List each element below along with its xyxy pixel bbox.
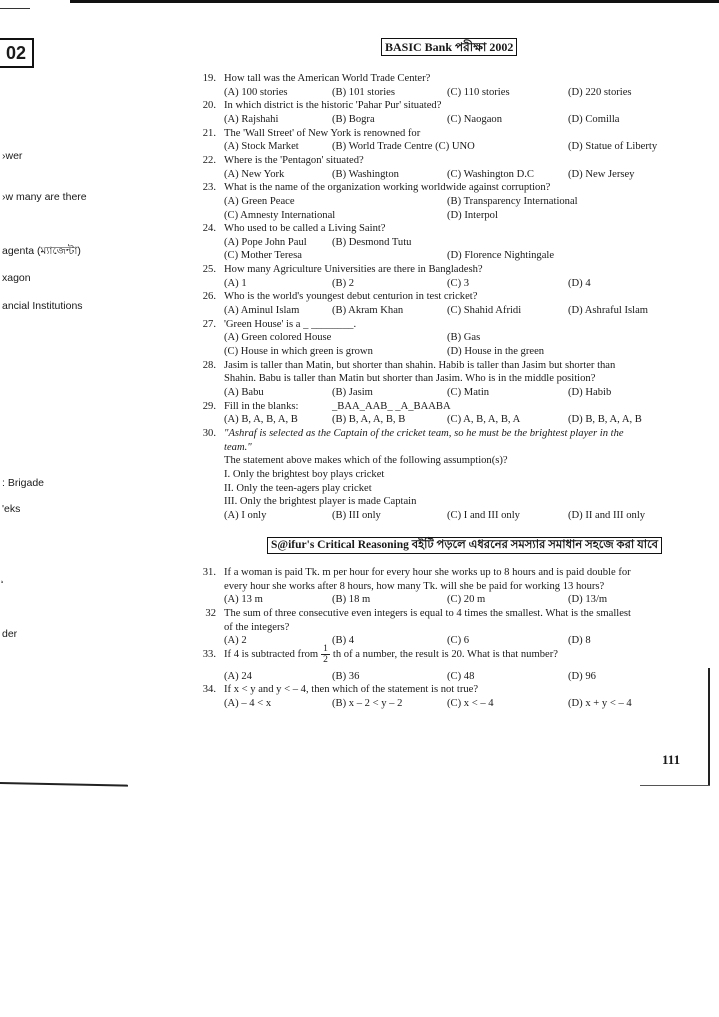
- question-number: 30.: [202, 427, 216, 439]
- option: (A) B, A, B, A, B: [224, 414, 298, 426]
- option: (B) Gas: [447, 332, 481, 344]
- option: (C) Shahid Afridi: [447, 305, 522, 317]
- option: (D) 96: [568, 670, 596, 682]
- question-text-cont: team.": [224, 441, 252, 453]
- option: (D) 8: [568, 635, 591, 647]
- option: (C) Naogaon: [447, 113, 503, 125]
- option: (B) 2: [332, 277, 355, 289]
- question-number: 32: [205, 607, 216, 619]
- option: (B) Washington: [332, 168, 399, 180]
- question-text-cont: of the integers?: [224, 621, 290, 633]
- option: (A) 100 stories: [224, 86, 288, 98]
- option: (D) 4: [568, 277, 591, 289]
- top-rule: [70, 0, 719, 3]
- question-text: [224, 644, 558, 666]
- option: (B) Jasim: [332, 386, 373, 398]
- question-text-post: th of a number, the result is 20. What is that number?: [332, 648, 558, 660]
- question-number: 29.: [202, 400, 216, 412]
- option: (B) 101 stories: [332, 86, 395, 98]
- question-number: 21.: [202, 127, 216, 139]
- option: (B) 4: [332, 635, 355, 647]
- question-number: 20.: [202, 100, 216, 112]
- option: (C) 110 stories: [447, 86, 510, 98]
- margin-fragment: agenta (ম্যাজেন্টা): [2, 245, 81, 257]
- question-text: Where is the 'Pentagon' situated?: [224, 154, 364, 166]
- option: (B) x – 2 < y – 2: [332, 697, 403, 709]
- option: (D) Habib: [568, 386, 612, 398]
- bottom-right-rule: [708, 668, 710, 786]
- option: (C) Mother Teresa: [224, 250, 302, 262]
- question-number: 27.: [202, 318, 216, 330]
- option: (D) New Jersey: [568, 168, 635, 180]
- option: (A) New York: [224, 168, 285, 180]
- option: (B) 18 m: [332, 594, 371, 606]
- bottom-right-tail: [640, 785, 710, 786]
- section-banner: S@ifur's Critical Reasoning বইটি পড়লে এধরনের সমস্যার সমাধান সহজে করা যাবে: [267, 537, 662, 554]
- fraction-denominator: 2: [323, 654, 328, 665]
- question-number: 33.: [202, 648, 216, 660]
- option: (D) Comilla: [568, 113, 620, 125]
- option: (C) I and III only: [447, 509, 520, 521]
- question-text: The 'Wall Street' of New York is renowned for: [224, 127, 421, 139]
- question-text: Fill in the blanks:: [224, 400, 299, 412]
- question-text: Jasim is taller than Matin, but shorter than shahin. Habib is taller than Jasim but shorter than: [224, 359, 616, 371]
- bottom-left-rule: [0, 782, 128, 787]
- question-text: Who is the world's youngest debut centurion in test cricket?: [224, 291, 478, 303]
- fraction-numerator: 1: [323, 643, 328, 654]
- option: (A) 2: [224, 635, 247, 647]
- option: (B) Akram Khan: [332, 305, 404, 317]
- page-number: 111: [662, 752, 681, 767]
- option: (A) Green colored House: [224, 332, 332, 344]
- question-text: In which district is the historic 'Pahar Pur' situated?: [224, 100, 442, 112]
- chapter-badge: 02: [0, 38, 34, 68]
- option: (D) Interpol: [447, 209, 498, 221]
- statement-line: III. Only the brightest player is made Captain: [224, 496, 417, 508]
- question-text-cont: Shahin. Babu is taller than Matin but shorter than Jasim. Who is in the middle position?: [224, 373, 596, 385]
- option: (C) 3: [447, 277, 470, 289]
- option: (A) Aminul Islam: [224, 305, 300, 317]
- option: (D) B, B, A, A, B: [568, 414, 642, 426]
- margin-fragment: xagon: [2, 272, 31, 284]
- question-text-cont: every hour she works after 8 hours, how many Tk. will she be paid for working 13 hours?: [224, 580, 605, 592]
- option: (C) 6: [447, 635, 470, 647]
- margin-fragment: der: [2, 628, 18, 640]
- question-number: 28.: [202, 359, 216, 371]
- page-header-title: BASIC Bank পরীক্ষা 2002: [381, 38, 517, 56]
- question-text: 'Green House' is a _ ________.: [224, 318, 357, 330]
- option: (C) Amnesty International: [224, 209, 336, 221]
- question-text: The sum of three consecutive even integers is equal to 4 times the smallest. What is the smallest: [224, 607, 631, 619]
- fill-in-pattern: _BAA_AAB_ _A_BAABA: [332, 400, 451, 412]
- option: (A) I only: [224, 509, 267, 521]
- option: (B) Bogra: [332, 113, 375, 125]
- option: (D) House in the green: [447, 346, 545, 357]
- question-number: 34.: [202, 684, 216, 696]
- option: (A) Stock Market: [224, 141, 299, 153]
- option: (C) Washington D.C: [447, 168, 534, 180]
- option: (D) Ashraful Islam: [568, 305, 649, 317]
- fraction: [321, 644, 330, 665]
- option: (D) II and III only: [568, 509, 646, 521]
- option: (B) Transparency International: [447, 195, 578, 207]
- question-number: 31.: [202, 567, 216, 578]
- margin-fragment: : Brigade: [2, 477, 45, 489]
- option: (C) Matin: [447, 386, 490, 398]
- question-number: 25.: [202, 264, 216, 276]
- option: (B) B, A, A, B, B: [332, 414, 406, 426]
- question-text: Who used to be called a Living Saint?: [224, 223, 386, 235]
- option: (C) x < – 4: [447, 697, 494, 709]
- question-text: What is the name of the organization working worldwide against corruption?: [224, 182, 551, 194]
- option: (C) 20 m: [447, 594, 486, 606]
- statement-line: II. Only the teen-agers play cricket: [224, 482, 372, 494]
- option: (D) 13/m: [568, 594, 608, 606]
- option: (D) 220 stories: [568, 86, 632, 98]
- option: (D) Florence Nightingale: [447, 250, 555, 262]
- question-text: "Ashraf is selected as the Captain of the cricket team, so he must be the brightest player in the: [224, 427, 624, 439]
- option: (A) Babu: [224, 386, 264, 398]
- option: (B) Desmond Tutu: [332, 236, 412, 248]
- margin-fragment: ancial Institutions: [2, 300, 83, 312]
- question-text-pre: If 4 is subtracted from: [224, 648, 319, 660]
- option: (A) – 4 < x: [224, 697, 272, 709]
- option: (C) 48: [447, 670, 475, 682]
- option: (A) Pope John Paul: [224, 236, 307, 248]
- option: (A) 13 m: [224, 594, 263, 606]
- question-text: If a woman is paid Tk. m per hour for every hour she works up to 8 hours and is paid double for: [224, 567, 631, 578]
- statement-line: The statement above makes which of the following assumption(s)?: [224, 455, 508, 467]
- option: (D) Statue of Liberty: [568, 141, 658, 153]
- question-number: 24.: [202, 223, 216, 235]
- option: (B) 36: [332, 670, 360, 682]
- question-number: 26.: [202, 291, 216, 303]
- option: (A) 1: [224, 277, 247, 289]
- option: (A) Rajshahi: [224, 113, 279, 125]
- top-rule-small: [0, 8, 30, 9]
- option: (D) x + y < – 4: [568, 697, 632, 709]
- statement-line: I. Only the brightest boy plays cricket: [224, 468, 385, 480]
- option: (A) 24: [224, 670, 252, 682]
- question-text: How tall was the American World Trade Center?: [224, 73, 431, 84]
- question-number: 22.: [202, 154, 216, 166]
- option: (C) House in which green is grown: [224, 346, 373, 357]
- margin-fragment: ›wer: [2, 150, 23, 162]
- option: (B) World Trade Centre (C) UNO: [332, 141, 475, 153]
- option: (B) III only: [332, 509, 381, 521]
- margin-fragment: ›w many are there: [2, 191, 87, 203]
- margin-fragment: 'eks: [2, 503, 21, 515]
- question-text: If x < y and y < – 4, then which of the statement is not true?: [224, 684, 479, 696]
- question-number: 19.: [202, 73, 216, 84]
- option: (A) Green Peace: [224, 195, 295, 207]
- question-text: How many Agriculture Universities are there in Bangladesh?: [224, 264, 483, 276]
- option: (C) A, B, A, B, A: [447, 414, 521, 426]
- question-number: 23.: [202, 182, 216, 194]
